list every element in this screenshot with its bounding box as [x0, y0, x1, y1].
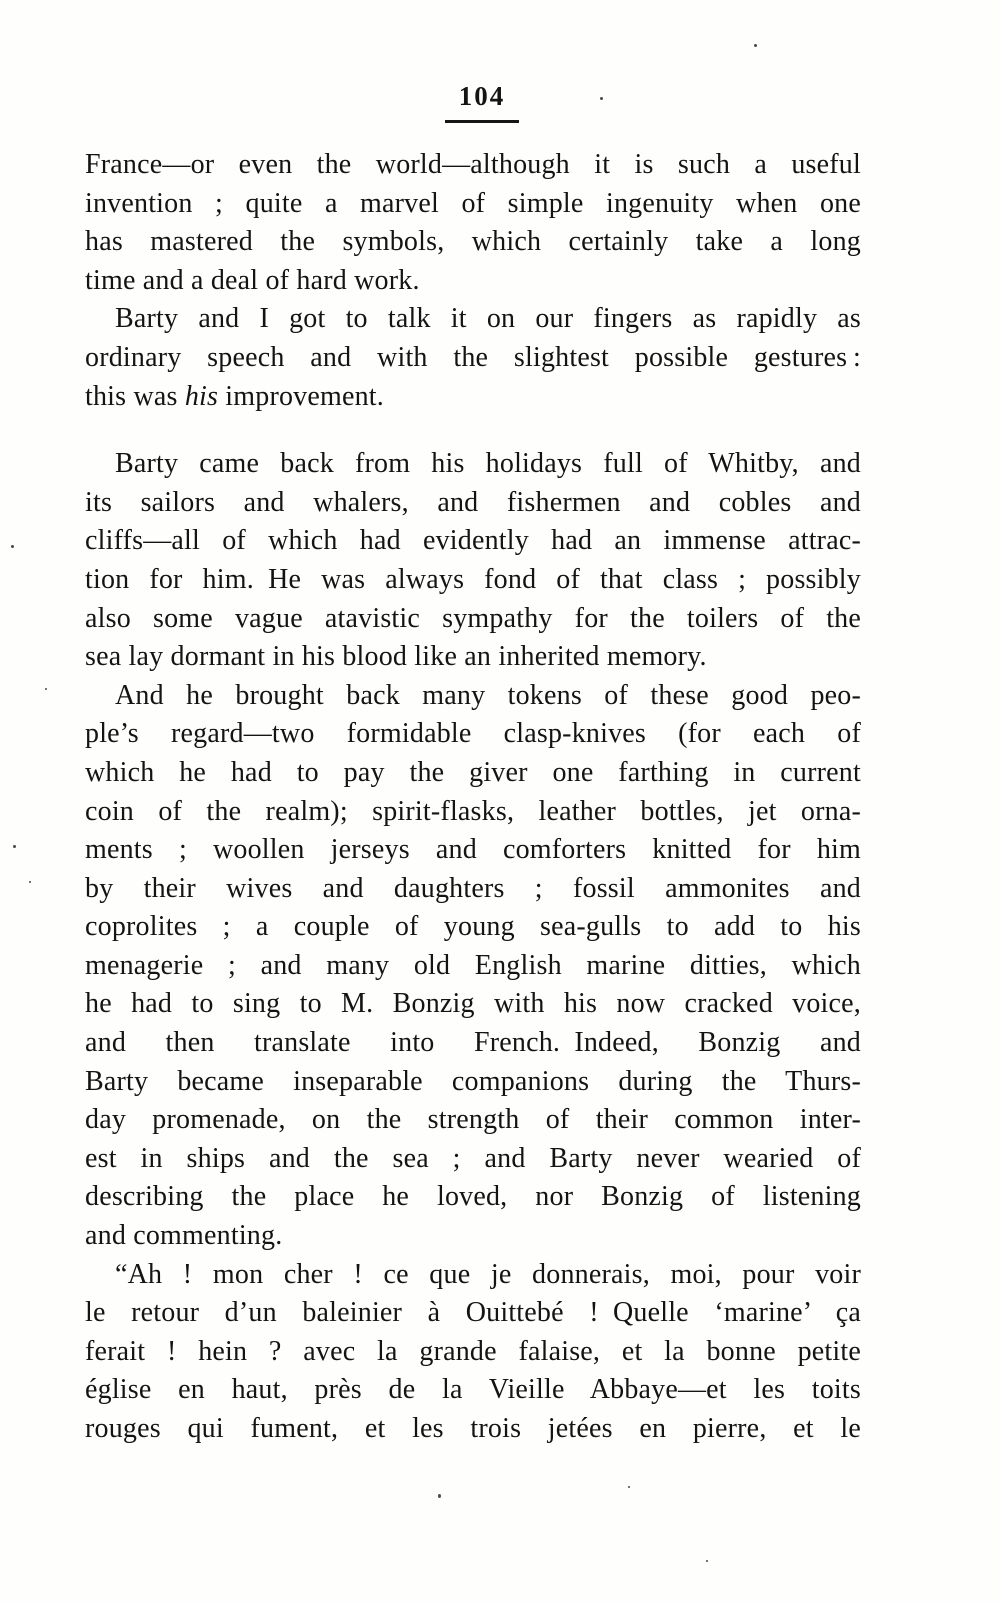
scan-speckle — [628, 1486, 630, 1488]
text-line: by their wives and daughters ; fossil ammonites and — [85, 872, 861, 904]
text-line: Barty became inseparable companions during the Thurs- — [85, 1065, 861, 1097]
text-line: day promenade, on the strength of their common inter- — [85, 1104, 861, 1136]
text-line: menagerie ; and many old English marine ditties, which — [85, 949, 861, 981]
text-line: tion for him. He was always fond of that class ; possibly — [85, 563, 861, 595]
scan-speckle — [754, 44, 757, 47]
scan-speckle — [45, 688, 47, 690]
text-line: time and a deal of hard work. — [85, 264, 420, 296]
scan-speckle — [706, 1560, 708, 1562]
text-line: sea lay dormant in his blood like an inherited memory. — [85, 641, 707, 673]
paragraph — [85, 300, 861, 416]
text-line: its sailors and whalers, and fishermen and cobles and — [85, 486, 861, 518]
text-line: le retour d’un baleinier à Ouittebé ! Quelle ‘marine’ ça — [85, 1297, 861, 1329]
text-line: coin of the realm); spirit-flasks, leather bottles, jet orna- — [85, 795, 861, 827]
text-line: Barty came back from his holidays full of Whitby, and — [115, 448, 861, 480]
scan-speckle — [438, 1494, 441, 1498]
scan-speckle — [13, 845, 16, 848]
text-line: Barty and I got to talk it on our fingers as rapidly as — [115, 303, 861, 335]
text-line: rouges qui fument, et les trois jetées en pierre, et le — [85, 1413, 861, 1444]
paragraph — [85, 445, 861, 677]
text-line: also some vague atavistic sympathy for the toilers of the — [85, 602, 861, 634]
scan-speckle — [11, 545, 14, 548]
text-line: invention ; quite a marvel of simple ingenuity when one — [85, 187, 861, 219]
text-line: and commenting. — [85, 1220, 283, 1252]
text-line: which he had to pay the giver one farthing in current — [85, 756, 861, 788]
text-line: and then translate into French. Indeed, Bonzig and — [85, 1027, 861, 1059]
text-line: describing the place he loved, nor Bonzig of listening — [85, 1181, 861, 1213]
text-line: est in ships and the sea ; and Barty never wearied of — [85, 1142, 861, 1174]
text-line: And he brought back many tokens of these good peo- — [115, 679, 861, 711]
text-line: ordinary speech and with the slightest possible gestures : — [85, 341, 861, 373]
text-line: he had to sing to M. Bonzig with his now cracked voice, — [85, 988, 861, 1020]
text-block — [85, 146, 861, 1449]
header-rule — [445, 120, 519, 123]
text-line: France—or even the world—although it is such a useful — [85, 149, 861, 180]
text-line: église en haut, près de la Vieille Abbaye—et les toits — [85, 1374, 861, 1406]
scan-speckle — [600, 97, 603, 100]
paragraph — [85, 146, 861, 300]
text-line: “Ah ! mon cher ! ce que je donnerais, moi, pour voir — [115, 1258, 861, 1290]
scan-speckle — [29, 881, 31, 883]
page-number: 104 — [458, 81, 506, 111]
page-header — [0, 0, 1000, 123]
text-line: coprolites ; a couple of young sea-gulls to add to his — [85, 911, 861, 943]
text-line: ple’s regard—two formidable clasp-knives (for each of — [85, 718, 861, 750]
text-line: has mastered the symbols, which certainly take a long — [85, 226, 861, 258]
text-line: cliffs—all of which had evidently had an immense attrac- — [85, 525, 861, 557]
text-line: ments ; woollen jerseys and comforters knitted for him — [85, 834, 861, 866]
paragraph — [85, 1256, 861, 1449]
text-line: this was his improvement. — [85, 380, 384, 412]
paragraph — [85, 677, 861, 1256]
text-line: ferait ! hein ? avec la grande falaise, et la bonne petite — [85, 1335, 861, 1367]
